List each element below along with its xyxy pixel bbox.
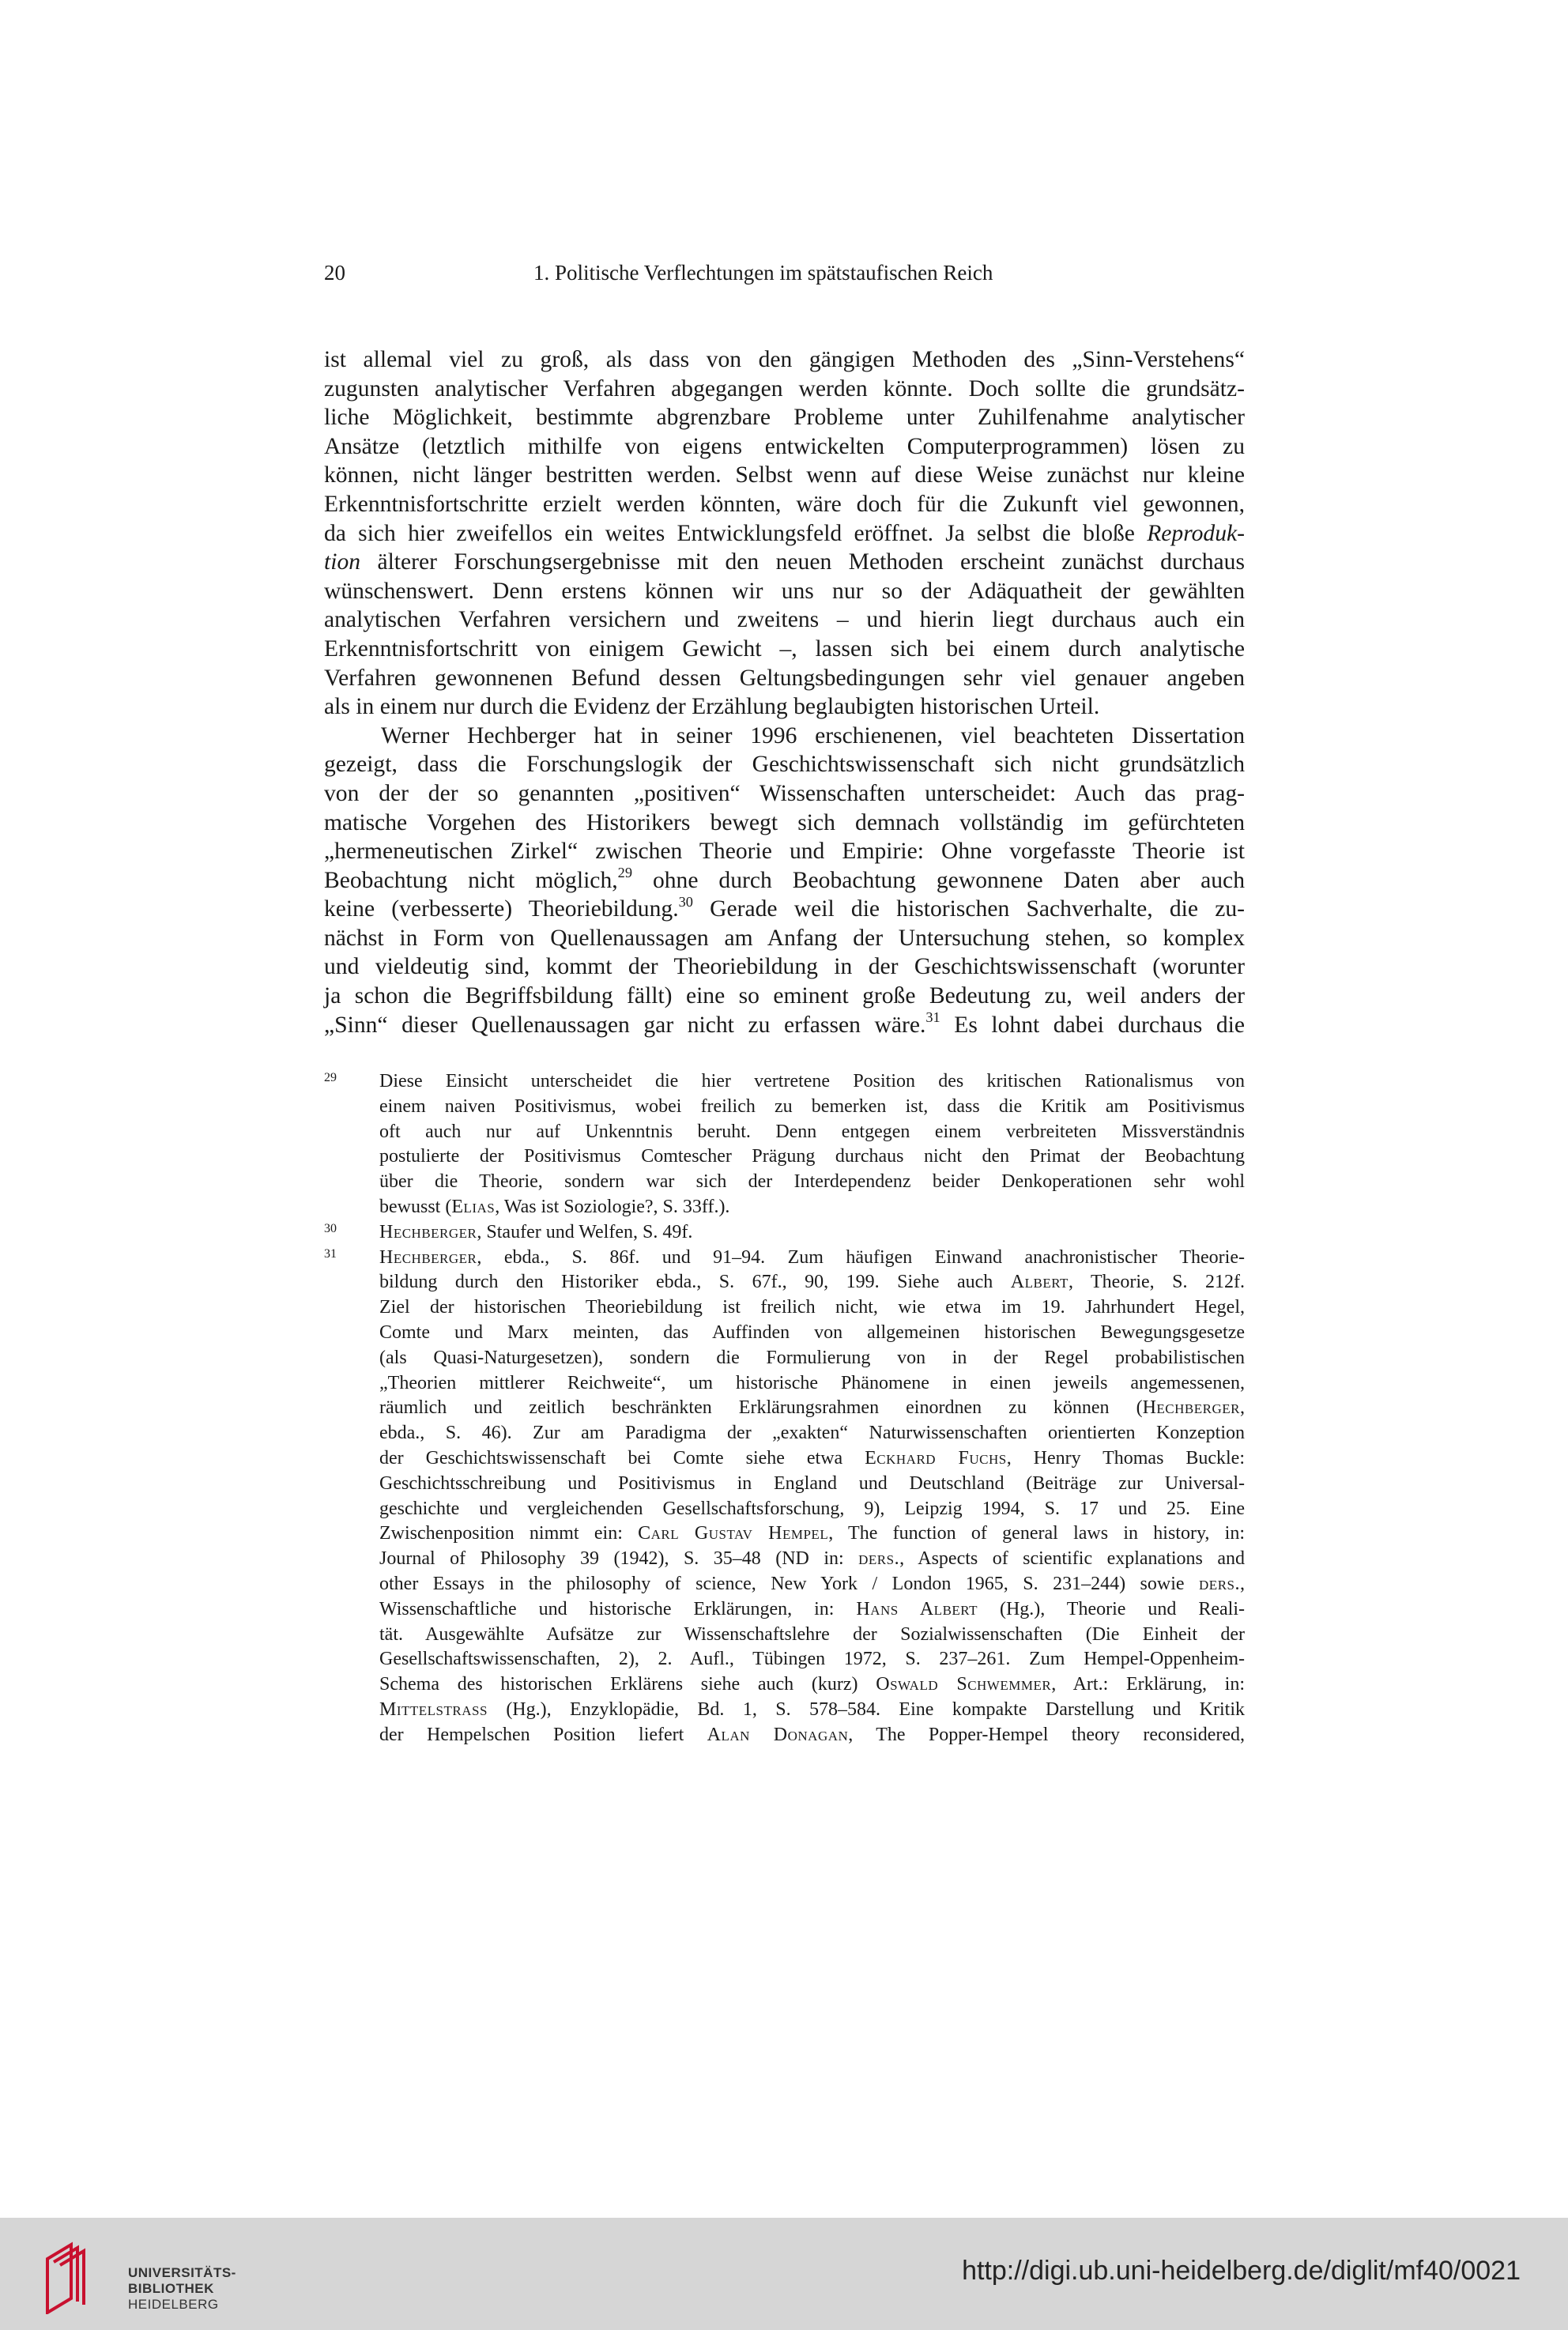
text-run: (Hg.), Enzyklopädie, Bd. 1, S. 578–584. Eine kompakte Darstellung und Kritik — [487, 1698, 1245, 1720]
author-name: Albert — [1010, 1272, 1069, 1293]
text-run: , The Popper-Hempel theory reconsidered, — [848, 1724, 1245, 1745]
text-run: da sich hier zweifellos ein weites Entwicklungsfeld eröffnet. Ja selbst die bloße — [324, 520, 1135, 546]
author-name: Carl Gustav Hempel — [638, 1523, 829, 1544]
text-line: wünschenswert. Denn erstens können wir uns nur so der Adäquatheit der gewählten — [324, 578, 1245, 604]
logo-line: HEIDELBERG — [128, 2297, 219, 2312]
footnote-29 — [324, 1069, 1245, 1220]
text-run: , — [1240, 1573, 1245, 1594]
text-run: (Hg.), Theorie und Reali- — [978, 1598, 1245, 1619]
footnote-line: einem naiven Positivismus, wobei freilich zu bemerken ist, dass die Kritik am Positivismus — [379, 1095, 1245, 1117]
footnote-line: ebda., S. 46). Zur am Paradigma der „exakten“ Naturwissenschaften orientierten Konzeption — [379, 1423, 1245, 1444]
footnote-line: geschichte und vergleichenden Gesellschaftsforschung, 9), Leipzig 1994, S. 17 und 25. Eine — [379, 1498, 1245, 1519]
text-line: ja schon die Begriffsbildung fällt) eine so eminent große Bedeutung zu, weil anders der — [324, 983, 1245, 1009]
author-name: Eckhard Fuchs — [865, 1447, 1007, 1469]
text-line: Werner Hechberger hat in seiner 1996 erschienenen, viel beachteten Dissertation — [381, 722, 1245, 748]
running-header — [324, 261, 1249, 292]
text-line: „hermeneutischen Zirkel“ zwischen Theorie und Empirie: Ohne vorgefasste Theorie ist — [324, 839, 1245, 865]
running-title: 1. Politische Verflechtungen im spätstaufischen Reich — [533, 261, 993, 285]
author-name: ders. — [858, 1548, 900, 1570]
author-name: Elias — [451, 1196, 496, 1217]
text-run: other Essays in the philosophy of science, New York / London 1965, S. 231–244) sowie — [379, 1573, 1200, 1594]
text-run: , Theorie, S. 212f. — [1068, 1272, 1246, 1293]
footnote-line — [379, 1547, 1245, 1572]
text-line: nächst in Form von Quellenaussagen am Anfang der Untersuchung stehen, so komplex — [324, 925, 1245, 951]
text-run: , The function of general laws in history, in: — [828, 1523, 1246, 1544]
text-line: Erkenntnisfortschritte erzielt werden könnten, wäre doch für die Zukunft viel gewonnen, — [324, 491, 1245, 517]
text-run: , Henry Thomas Buckle: — [1006, 1447, 1245, 1469]
author-name: Hechberger — [379, 1221, 477, 1242]
footnote-line — [379, 1195, 1245, 1220]
footnote-ref-31[interactable]: 31 — [925, 1009, 940, 1025]
footnote-ref-29[interactable]: 29 — [617, 865, 632, 880]
text-line: liche Möglichkeit, bestimmte abgrenzbare Probleme unter Zuhilfenahme analytischer — [324, 405, 1245, 431]
library-logo-icon — [40, 2235, 87, 2314]
text-line: gezeigt, dass die Forschungslogik der Geschichtswissenschaft sich nicht grundsätzlich — [324, 752, 1245, 778]
footnotes — [324, 1069, 1245, 1748]
text-run: der Geschichtswissenschaft bei Comte siehe etwa — [379, 1447, 865, 1469]
text-line: von der der so genannten „positiven“ Wissenschaften unterscheidet: Auch das prag- — [324, 780, 1245, 806]
author-name: Hechberger — [379, 1246, 477, 1268]
author-name: Alan Donagan — [707, 1724, 849, 1745]
source-url-link[interactable]: http://digi.ub.uni-heidelberg.de/diglit/mf40/0021 — [962, 2256, 1521, 2286]
text-line: zugunsten analytischer Verfahren abgegangen werden könnte. Doch sollte die grundsätz- — [324, 375, 1245, 402]
text-line: Verfahren gewonnenen Befund dessen Geltungsbedingungen sehr viel genauer angeben — [324, 665, 1245, 691]
footnote-line — [379, 1396, 1245, 1421]
footnote-line: (als Quasi-Naturgesetzen), sondern die Formulierung von in der Regel probabilistischen — [379, 1347, 1245, 1368]
footnote-line: über die Theorie, sondern war sich der Interdependenz beider Denkoperationen sehr wohl — [379, 1171, 1245, 1193]
text-line: Erkenntnisfortschritt von einigem Gewicht –, lassen sich bei einem durch analytische — [324, 635, 1245, 662]
footnote-line: Ziel der historischen Theoriebildung ist freilich nicht, wie etwa im 19. Jahrhundert Hegel, — [379, 1297, 1245, 1318]
author-name: Mittelstrass — [379, 1698, 488, 1720]
logo-line: UNIVERSITÄTS- — [128, 2265, 236, 2280]
logo-line: BIBLIOTHEK — [128, 2281, 214, 2296]
footnote-line — [379, 1220, 1245, 1246]
footnote-number: 30 — [324, 1221, 337, 1235]
text-run: Beobachtung nicht möglich, — [324, 867, 618, 893]
text-run: Es lohnt dabei durchaus die — [940, 1012, 1245, 1038]
page-number: 20 — [324, 261, 345, 285]
footnote-ref-30[interactable]: 30 — [678, 893, 693, 910]
text-run: der Hempelschen Position liefert — [379, 1724, 707, 1745]
text-run: Zwischenposition nimmt ein: — [379, 1523, 639, 1544]
paragraph-2 — [324, 722, 1245, 1040]
author-name: Hans Albert — [856, 1598, 978, 1619]
footnote-line: Comte und Marx meinten, das Auffinden von allgemeinen historischen Bewegungsgesetze — [379, 1321, 1245, 1343]
text-run: keine (verbesserte) Theoriebildung. — [324, 896, 679, 922]
author-name: ders. — [1199, 1573, 1240, 1594]
text-run: , Art.: Erklärung, in: — [1051, 1674, 1246, 1695]
text-line: Ansätze (letztlich mithilfe von eigens entwickelten Computerprogrammen) lösen zu — [324, 433, 1245, 459]
footnote-number: 29 — [324, 1071, 337, 1084]
text-line — [324, 895, 1245, 924]
text-line: matische Vorgehen des Historikers bewegt sich demnach vollständig im gefürchteten — [324, 809, 1245, 835]
footnote-line — [379, 1446, 1245, 1472]
text-run: ohne durch Beobachtung gewonnene Daten aber auch — [631, 867, 1245, 893]
footnote-line: Geschichtsschreibung und Positivismus in England und Deutschland (Beiträge zur Universal- — [379, 1472, 1245, 1494]
paragraph-1 — [324, 345, 1245, 722]
footnote-line: „Theorien mittlerer Reichweite“, um historische Phänomene in einen jeweils angemessenen, — [379, 1372, 1245, 1393]
footnote-number: 31 — [324, 1246, 337, 1261]
footnote-line — [379, 1270, 1245, 1295]
author-name: Oswald Schwemmer — [876, 1674, 1052, 1695]
text-run: Gerade weil die historischen Sachverhalte, die zu- — [692, 896, 1245, 922]
footnote-line — [379, 1521, 1245, 1547]
library-logo[interactable] — [40, 2235, 236, 2314]
footnote-line — [379, 1698, 1245, 1723]
text-line — [324, 548, 1245, 577]
footnote-line: tät. Ausgewählte Aufsätze zur Wissenschaftslehre der Sozialwissenschaften (Die Einheit der — [379, 1623, 1245, 1645]
text-line — [324, 519, 1245, 549]
footnote-30 — [324, 1220, 1245, 1246]
footnote-line: postulierte der Positivismus Comtescher Prägung durchaus nicht den Primat der Beobachtung — [379, 1146, 1245, 1167]
footnote-line — [379, 1246, 1245, 1271]
text-run: , — [1240, 1397, 1245, 1419]
footnote-line — [379, 1572, 1245, 1597]
italic-run: Reproduk- — [1147, 520, 1245, 546]
text-line — [324, 866, 1245, 895]
text-line: und vieldeutig sind, kommt der Theoriebildung in der Geschichtswissenschaft (worunter — [324, 954, 1245, 980]
italic-run: tion — [324, 549, 361, 575]
text-line: als in einem nur durch die Evidenz der Erzählung beglaubigten historischen Urteil. — [324, 694, 1100, 720]
text-run: bewusst ( — [379, 1196, 452, 1217]
footnote-line: Diese Einsicht unterscheidet die hier vertretene Position des kritischen Rationalismus von — [379, 1071, 1245, 1091]
text-run: , Staufer und Welfen, S. 49f. — [477, 1221, 693, 1242]
footer-bar — [0, 2218, 1568, 2330]
text-run: Wissenschaftliche und historische Erklärungen, in: — [379, 1598, 857, 1619]
text-run: räumlich und zeitlich beschränkten Erklärungsrahmen einordnen zu können ( — [379, 1397, 1143, 1419]
text-line — [324, 1011, 1245, 1040]
footnote-line: oft auch nur auf Unkenntnis beruht. Denn entgegen einem verbreiteten Missverständnis — [379, 1121, 1245, 1142]
footnote-line — [379, 1723, 1245, 1748]
text-line: analytischen Verfahren versichern und zweitens – und hierin liegt durchaus auch ein — [324, 607, 1245, 633]
text-run: , ebda., S. 86f. und 91–94. Zum häufigen Einwand anachronistischer Theorie- — [477, 1246, 1245, 1268]
text-run: Journal of Philosophy 39 (1942), S. 35–48 (ND in: — [379, 1548, 859, 1570]
footnote-line — [379, 1597, 1245, 1623]
footnote-line — [379, 1672, 1245, 1698]
text-run: „Sinn“ dieser Quellenaussagen gar nicht zu erfassen wäre. — [324, 1012, 926, 1038]
footnote-31 — [324, 1246, 1245, 1748]
text-line: können, nicht länger bestritten werden. Selbst wenn auf diese Weise zunächst nur kleine — [324, 462, 1245, 488]
library-logo-text — [128, 2265, 236, 2313]
text-run: bildung durch den Historiker ebda., S. 67f., 90, 199. Siehe auch — [379, 1272, 1011, 1293]
main-text — [324, 345, 1245, 1039]
author-name: Hechberger — [1142, 1397, 1240, 1419]
text-line: ist allemal viel zu groß, als dass von den gängigen Methoden des „Sinn-Verstehens“ — [324, 347, 1245, 372]
footnote-line: Gesellschaftswissenschaften, 2), 2. Aufl., Tübingen 1972, S. 237–261. Zum Hempel-Oppenheim- — [379, 1649, 1245, 1670]
text-run: älterer Forschungsergebnisse mit den neuen Methoden erscheint zunächst durchaus — [377, 549, 1245, 575]
text-run: Schema des historischen Erklärens siehe auch (kurz) — [379, 1674, 876, 1695]
text-run: , Was ist Soziologie?, S. 33ff.). — [495, 1196, 730, 1217]
text-run: , Aspects of scientific explanations and — [899, 1548, 1245, 1570]
